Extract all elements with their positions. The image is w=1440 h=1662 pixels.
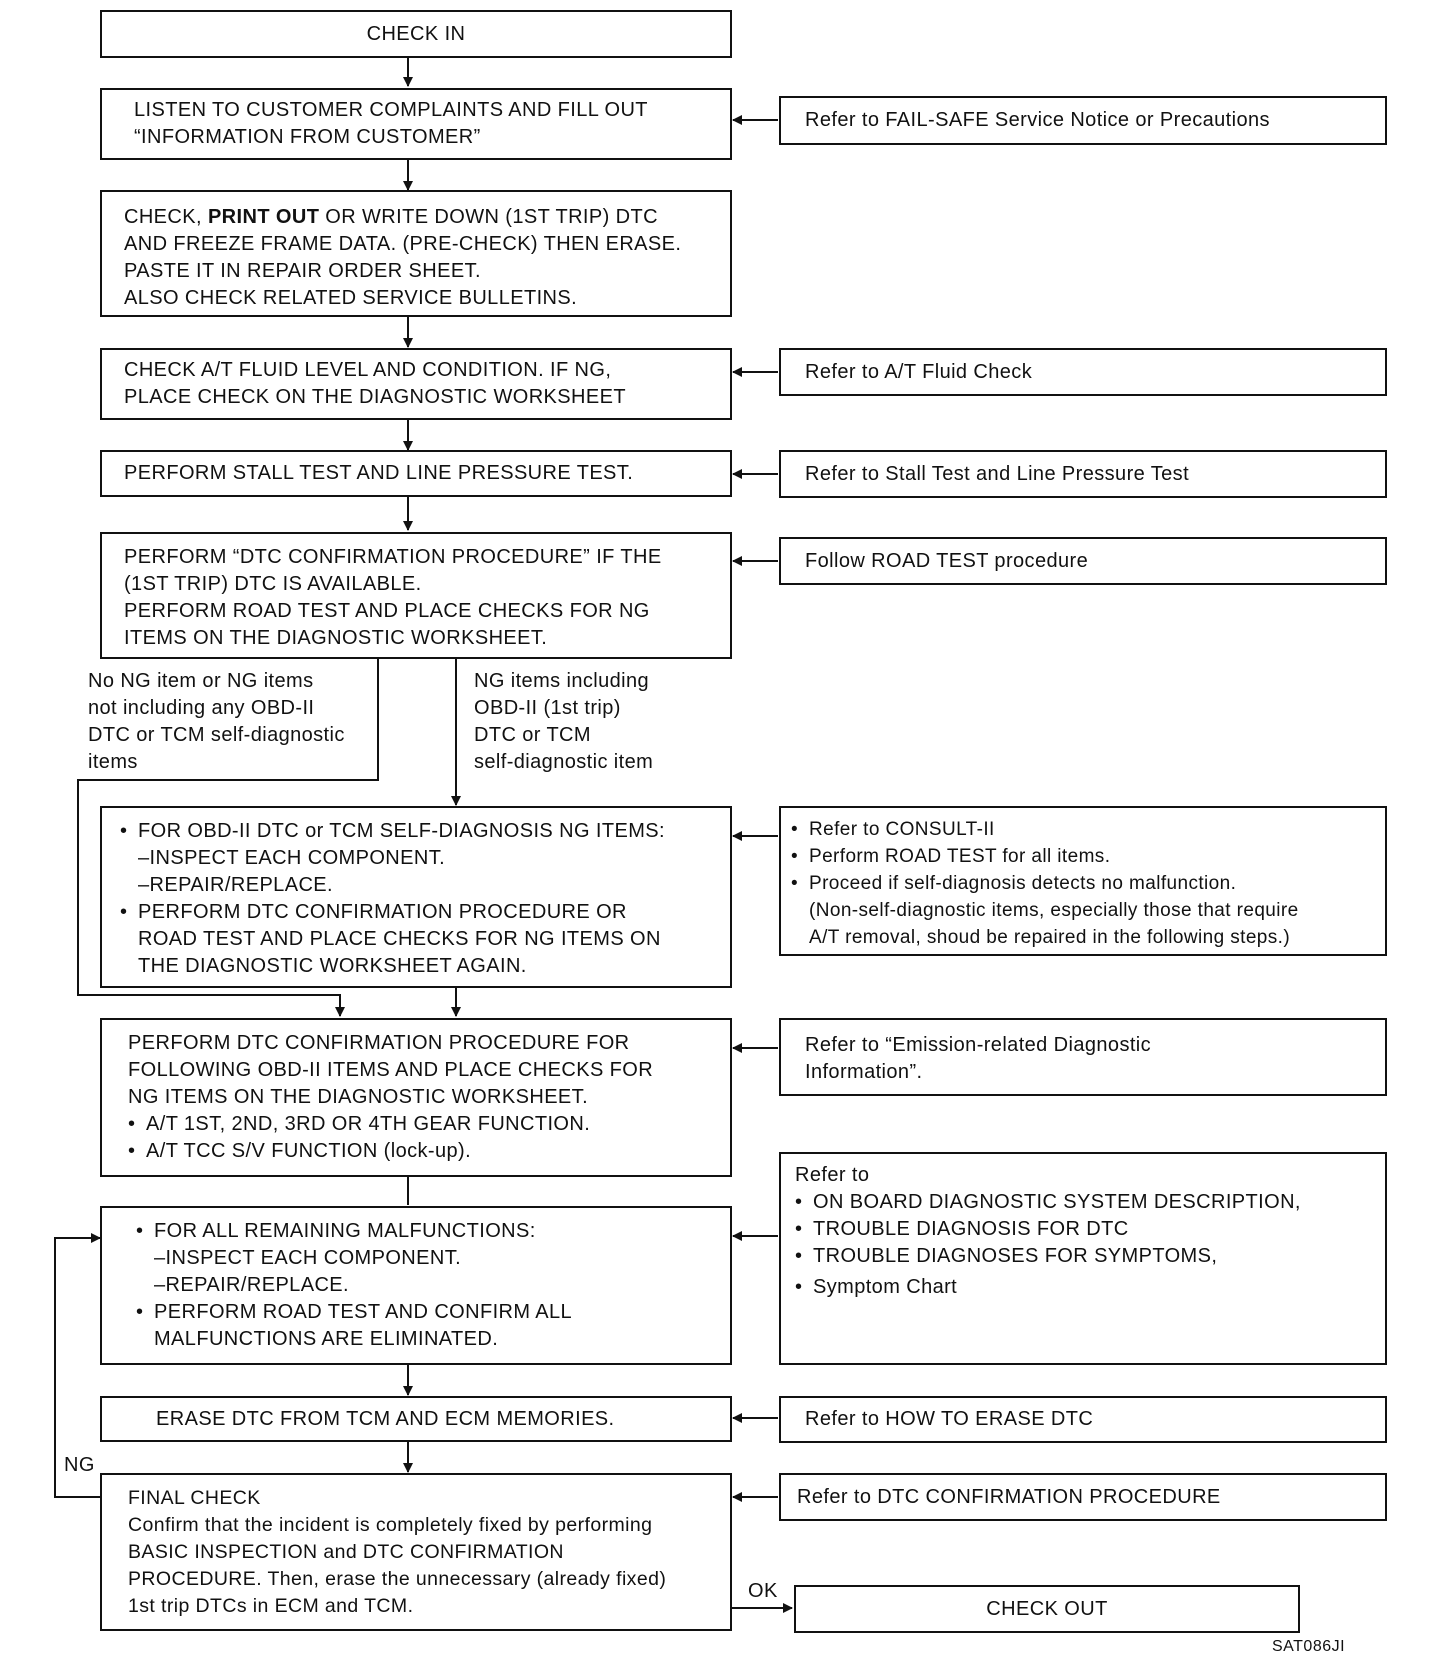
obd-item-bullet	[120, 899, 714, 980]
remaining-ref-text: TROUBLE DIAGNOSES FOR SYMPTOMS,	[813, 1245, 1218, 1267]
final-ref-text: Refer to DTC CONFIRMATION PROCEDURE	[797, 1485, 1221, 1508]
branch-left-line: items	[88, 751, 138, 773]
obd-ref-bullet	[791, 843, 1375, 870]
final-check-line: 1st trip DTCs in ECM and TCM.	[128, 1595, 414, 1617]
erase-ref-text: Refer to HOW TO ERASE DTC	[805, 1408, 1094, 1430]
remaining-ref-box	[779, 1152, 1387, 1365]
fluid-ref-box	[779, 348, 1387, 396]
gear-func-ref-box	[779, 1018, 1387, 1096]
obd-ref-bullet	[791, 816, 1375, 843]
remaining-text: MALFUNCTIONS ARE ELIMINATED.	[154, 1328, 499, 1350]
dtc-confirm-line: PERFORM “DTC CONFIRMATION PROCEDURE” IF THE	[124, 546, 662, 568]
obd-ref-text: Proceed if self-diagnosis detects no malfunction.	[809, 873, 1237, 894]
obd-ref-text: A/T removal, shoud be repaired in the following steps.)	[809, 927, 1291, 948]
final-check-line: BASIC INSPECTION and DTC CONFIRMATION	[128, 1541, 564, 1563]
dtc-confirm-box	[100, 532, 732, 659]
branch-left-line: not including any OBD-II	[88, 697, 315, 719]
gear-func-bullet-text: A/T 1ST, 2ND, 3RD OR 4TH GEAR FUNCTION.	[146, 1113, 591, 1135]
print-dtc-line: ALSO CHECK RELATED SERVICE BULLETINS.	[124, 287, 578, 309]
obd-item-sub: –REPAIR/REPLACE.	[138, 874, 333, 896]
final-ref-box	[779, 1473, 1387, 1521]
stall-ref-box	[779, 450, 1387, 498]
listen-line: “INFORMATION FROM CUSTOMER”	[134, 126, 481, 148]
obd-item-sub: –INSPECT EACH COMPONENT.	[138, 847, 446, 869]
obd-item-text: ROAD TEST AND PLACE CHECKS FOR NG ITEMS ON	[138, 928, 661, 950]
obd-item-text: THE DIAGNOSTIC WORKSHEET AGAIN.	[138, 955, 527, 977]
remaining-ref-bullet	[795, 1216, 1371, 1243]
branch-right-line: DTC or TCM	[474, 724, 591, 746]
print-dtc-line1-post: OR WRITE DOWN (1ST TRIP) DTC	[319, 206, 658, 228]
gear-func-line: PERFORM DTC CONFIRMATION PROCEDURE FOR	[128, 1032, 630, 1054]
final-check-box	[100, 1473, 732, 1631]
fluid-line: PLACE CHECK ON THE DIAGNOSTIC WORKSHEET	[124, 386, 626, 408]
erase-ref-box	[779, 1396, 1387, 1443]
erase-text: ERASE DTC FROM TCM AND ECM MEMORIES.	[156, 1407, 615, 1430]
erase-box	[100, 1396, 732, 1442]
listen-ref-text: Refer to FAIL-SAFE Service Notice or Precautions	[805, 109, 1270, 131]
final-check-title: FINAL CHECK	[128, 1487, 261, 1509]
gear-func-line: FOLLOWING OBD-II ITEMS AND PLACE CHECKS FOR	[128, 1059, 654, 1081]
obd-item-bullet	[120, 818, 714, 899]
stall-text: PERFORM STALL TEST AND LINE PRESSURE TEST.	[124, 462, 634, 484]
remaining-ref-head: Refer to	[795, 1164, 870, 1186]
ok-label: OK	[748, 1580, 778, 1602]
remaining-sub: –INSPECT EACH COMPONENT.	[154, 1247, 462, 1269]
print-dtc-line: AND FREEZE FRAME DATA. (PRE-CHECK) THEN ERASE.	[124, 233, 682, 255]
listen-box	[100, 88, 732, 160]
check-out-label: CHECK OUT	[986, 1597, 1108, 1620]
remaining-ref-text: Symptom Chart	[813, 1276, 958, 1298]
remaining-box	[100, 1206, 732, 1365]
remaining-ref-bullet	[795, 1189, 1371, 1216]
ng-label: NG	[64, 1454, 95, 1476]
check-in-label: CHECK IN	[366, 22, 466, 45]
gear-func-ref-line: Information”.	[805, 1061, 923, 1083]
dtc-confirm-ref-text: Follow ROAD TEST procedure	[805, 549, 1089, 572]
remaining-bullet	[136, 1299, 710, 1353]
fluid-line: CHECK A/T FLUID LEVEL AND CONDITION. IF NG,	[124, 359, 612, 381]
print-dtc-line1-pre: CHECK,	[124, 206, 208, 228]
branch-right-label	[474, 668, 653, 776]
obd-ref-box	[779, 806, 1387, 956]
remaining-sub: –REPAIR/REPLACE.	[154, 1274, 349, 1296]
gear-func-ref-line: Refer to “Emission-related Diagnostic	[805, 1034, 1152, 1056]
figure-code: SAT086JI	[1272, 1638, 1346, 1655]
dtc-confirm-line: ITEMS ON THE DIAGNOSTIC WORKSHEET.	[124, 627, 548, 649]
print-dtc-line1-bold: PRINT OUT	[207, 206, 320, 228]
check-out-box	[794, 1585, 1300, 1633]
fluid-box	[100, 348, 732, 420]
remaining-ref-text: TROUBLE DIAGNOSIS FOR DTC	[813, 1218, 1129, 1240]
final-check-line: PROCEDURE. Then, erase the unnecessary (already fixed)	[128, 1568, 667, 1590]
gear-func-bullet	[128, 1138, 710, 1165]
print-dtc-line: PASTE IT IN REPAIR ORDER SHEET.	[124, 260, 481, 282]
branch-left-line: No NG item or NG items	[88, 670, 314, 692]
gear-func-bullet-text: A/T TCC S/V FUNCTION (lock-up).	[146, 1140, 472, 1162]
gear-func-box	[100, 1018, 732, 1177]
obd-item-text: FOR OBD-II DTC or TCM SELF-DIAGNOSIS NG ITEMS:	[138, 820, 665, 842]
obd-items-box	[100, 806, 732, 988]
obd-ref-bullet	[791, 870, 1375, 951]
listen-ref-box	[779, 96, 1387, 145]
obd-item-text: PERFORM DTC CONFIRMATION PROCEDURE OR	[138, 901, 627, 923]
check-in-box	[100, 10, 732, 58]
listen-line: LISTEN TO CUSTOMER COMPLAINTS AND FILL OUT	[134, 99, 648, 121]
print-dtc-box	[100, 190, 732, 317]
branch-left-line: DTC or TCM self-diagnostic	[88, 724, 345, 746]
print-dtc-line	[124, 204, 708, 231]
dtc-confirm-line: (1ST TRIP) DTC IS AVAILABLE.	[124, 573, 422, 595]
gear-func-bullet	[128, 1111, 710, 1138]
obd-ref-text: Perform ROAD TEST for all items.	[809, 846, 1111, 867]
stall-ref-text: Refer to Stall Test and Line Pressure Test	[805, 462, 1190, 485]
dtc-confirm-ref-box	[779, 537, 1387, 585]
remaining-ref-bullet	[795, 1243, 1371, 1270]
remaining-ref-bullet	[795, 1274, 1371, 1301]
dtc-confirm-line: PERFORM ROAD TEST AND PLACE CHECKS FOR NG	[124, 600, 650, 622]
final-check-line: Confirm that the incident is completely fixed by performing	[128, 1514, 653, 1536]
obd-ref-text: (Non-self-diagnostic items, especially those that require	[809, 900, 1299, 921]
remaining-text: PERFORM ROAD TEST AND CONFIRM ALL	[154, 1301, 573, 1323]
fluid-ref-text: Refer to A/T Fluid Check	[805, 360, 1033, 383]
remaining-ref-text: ON BOARD DIAGNOSTIC SYSTEM DESCRIPTION,	[813, 1191, 1301, 1213]
gear-func-line: NG ITEMS ON THE DIAGNOSTIC WORKSHEET.	[128, 1086, 589, 1108]
obd-ref-text: Refer to CONSULT-II	[809, 819, 995, 840]
branch-right-line: OBD-II (1st trip)	[474, 697, 621, 719]
remaining-text: FOR ALL REMAINING MALFUNCTIONS:	[154, 1220, 536, 1242]
branch-left-label	[88, 668, 345, 776]
branch-right-line: self-diagnostic item	[474, 751, 654, 773]
branch-right-line: NG items including	[474, 670, 650, 692]
remaining-bullet	[136, 1218, 710, 1299]
stall-box	[100, 450, 732, 497]
